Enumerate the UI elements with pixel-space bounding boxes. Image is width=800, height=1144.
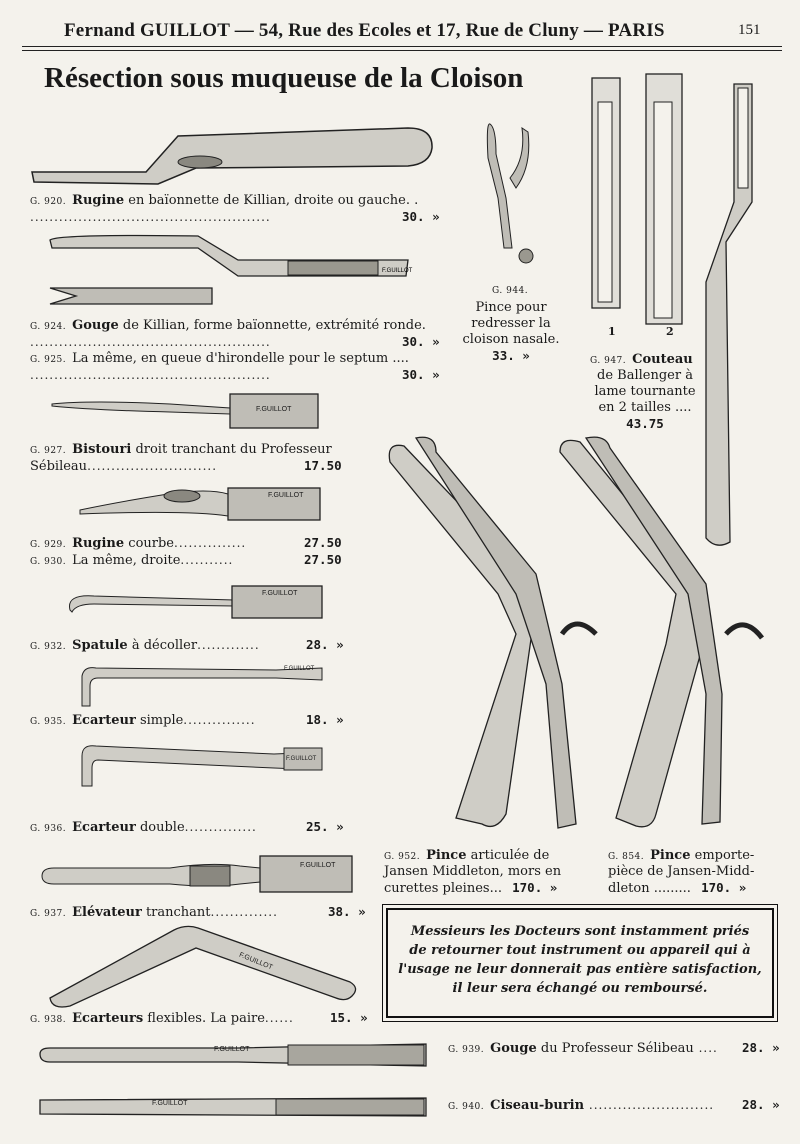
flexible-retractors-illustration bbox=[46, 922, 362, 1006]
entry-g925-price-line: .................................................. 30. » bbox=[30, 367, 440, 382]
entry-g925: G. 925. La même, en queue d'hirondelle pour le septum .... bbox=[30, 351, 409, 366]
entry-g854-line2: pièce de Jansen-Midd- bbox=[608, 864, 755, 879]
gouge-bayonet-illustration bbox=[48, 232, 418, 282]
entry-g936: G. 936. Ecarteur double............... 25. » bbox=[30, 819, 344, 835]
entry-g944: Pince pour redresser la cloison nasale. 33. » bbox=[462, 300, 560, 363]
brand-mark: F.GUILLOT bbox=[237, 951, 274, 972]
header-rule-bottom bbox=[22, 50, 782, 51]
header-title: Fernand GUILLOT — 54, Rue des Ecoles et 17, Rue de Cluny — PARIS bbox=[64, 20, 665, 41]
chisel-illustration bbox=[38, 1094, 430, 1120]
entry-g927: G. 927. Bistouri droit tranchant du Professeur bbox=[30, 442, 332, 457]
brand-mark: F.GUILLOT bbox=[284, 666, 315, 672]
entry-g940: G. 940. Ciseau-burin .......................... 28. » bbox=[448, 1097, 780, 1113]
rugine-curved-illustration bbox=[78, 484, 323, 524]
brand-mark: F.GUILLOT bbox=[256, 406, 292, 413]
entry-g939: G. 939. Gouge du Professeur Sélibeau .... 28. » bbox=[448, 1040, 780, 1056]
section-title: Résection sous muqueuse de la Cloison bbox=[44, 62, 524, 94]
entry-g924: G. 924. Gouge de Killian, forme baïonnette, extrémité ronde. bbox=[30, 318, 426, 333]
page-header bbox=[0, 18, 800, 48]
elevator-illustration bbox=[40, 854, 354, 894]
entry-g947-desc: de Ballenger à lame tournante en 2 tailles .... 43.75 bbox=[594, 368, 696, 431]
page-number: 151 bbox=[738, 22, 761, 38]
size-label-2: 2 bbox=[666, 325, 674, 338]
brand-mark: F.GUILLOT bbox=[214, 1046, 250, 1053]
brand-mark: F.GUILLOT bbox=[286, 756, 317, 762]
header-rule-top bbox=[22, 46, 782, 47]
punch-forceps-illustration bbox=[556, 434, 766, 834]
entry-g932: G. 932. Spatule à décoller............. 28. » bbox=[30, 637, 344, 653]
entry-g927-line2: Sébileau........................... 17.50 bbox=[30, 458, 342, 474]
brand-mark: F.GUILLOT bbox=[268, 492, 304, 499]
brand-mark: F.GUILLOT bbox=[262, 590, 298, 597]
entry-g929: G. 929. Rugine courbe............... 27.50 bbox=[30, 535, 342, 551]
brand-mark: F.GUILLOT bbox=[152, 1100, 188, 1107]
entry-g937: G. 937. Elévateur tranchant.............. 38. » bbox=[30, 904, 366, 920]
entry-g944-code: G. 944. bbox=[492, 286, 529, 296]
entry-g952: G. 952. Pince articulée de bbox=[384, 848, 550, 863]
entry-g924-price-line: .................................................. 30. » bbox=[30, 334, 440, 349]
entry-g920-price-line: .................................................. 30. » bbox=[30, 209, 440, 224]
septum-forceps-illustration bbox=[482, 118, 542, 268]
brand-mark: F.GUILLOT bbox=[382, 268, 413, 274]
entry-g854: G. 854. Pince emporte- bbox=[608, 848, 755, 863]
rugine-bayonet-illustration bbox=[28, 118, 438, 188]
gouge-swallowtail-illustration bbox=[48, 284, 218, 308]
size-label-1: 1 bbox=[608, 325, 616, 338]
entry-g952-line2: Jansen Middleton, mors en bbox=[384, 864, 562, 879]
brand-mark: F.GUILLOT bbox=[300, 862, 336, 869]
satisfaction-notice: Messieurs les Docteurs sont instamment priés de retourner tout instrument ou appareil qui à l'usage ne leur donnerait pas entière satisfaction, il leur sera échangé ou remboursé. bbox=[386, 908, 774, 1018]
entry-g935: G. 935. Ecarteur simple............... 18. » bbox=[30, 712, 344, 728]
entry-g920: G. 920. Rugine en baïonnette de Killian, droite ou gauche. . bbox=[30, 193, 419, 208]
entry-g952-line3: curettes pleines... 170. » bbox=[384, 880, 558, 896]
entry-g938: G. 938. Ecarteurs flexibles. La paire...... 15. » bbox=[30, 1010, 368, 1026]
double-retractor-illustration bbox=[74, 738, 324, 788]
entry-g854-line3: dleton ......... 170. » bbox=[608, 880, 747, 896]
entry-g930: G. 930. La même, droite........... 27.50 bbox=[30, 552, 342, 568]
entry-g947: G. 947. Couteau bbox=[590, 352, 693, 367]
